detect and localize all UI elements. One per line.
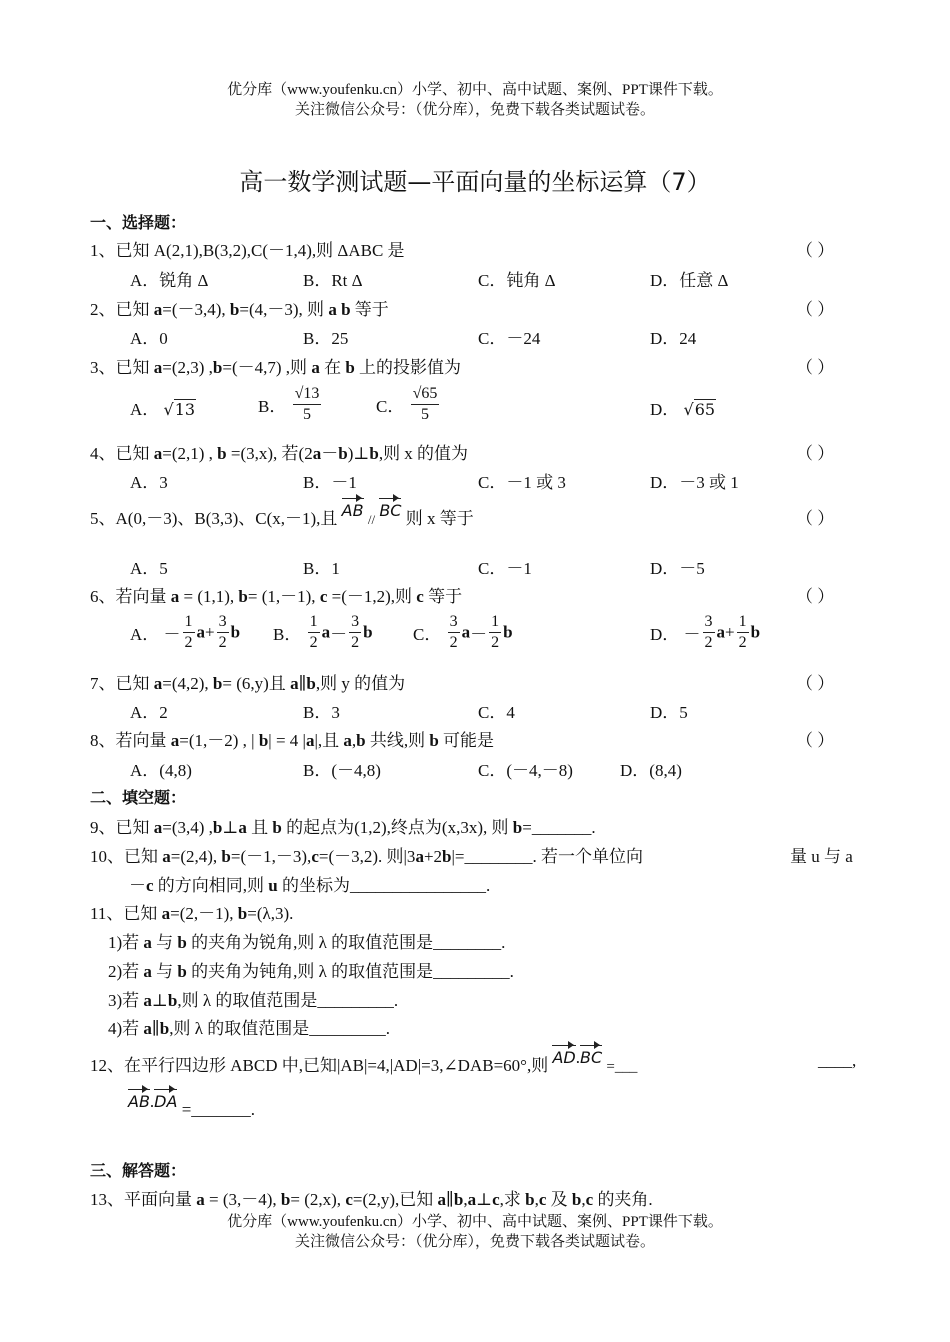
question-13: 13、平面向量 a = (3,－4), b= (2,x), c=(2,y),已知 a∥b,a⊥c,求 b,c 及 b,c 的夹角.	[90, 1190, 653, 1209]
question-10-line-1-tail: 量 u 与 a	[790, 847, 853, 866]
fraction-1-2: $\frac{1}{2}$	[491, 613, 500, 651]
q12-blank-1-tail: ____,	[818, 1051, 857, 1070]
answer-paren: （ ）	[796, 674, 835, 693]
q6-option-c: C． $\frac{3}{2}$ a－ $\frac{1}{2}$ b	[413, 613, 513, 651]
vector-bc: BC	[579, 1048, 603, 1067]
q5-option-c: C．－1	[478, 559, 532, 578]
q7-option-d: D．5	[650, 703, 688, 722]
q3-value-d: √65	[683, 400, 716, 419]
q1-option-c: C．钝角 Δ	[478, 271, 556, 290]
fraction-1-2: $\frac{1}{2}$	[738, 613, 747, 651]
q3-value-c: $\frac{√65}{5}$	[412, 385, 438, 423]
fraction-3-2: $\frac{3}{2}$	[449, 613, 458, 651]
fraction-1-2: $\frac{1}{2}$	[184, 613, 193, 651]
q12-blank-2: =_______.	[181, 1100, 256, 1119]
answer-paren: （ ）	[796, 509, 835, 528]
parallel-symbol: //	[367, 512, 376, 527]
section-solve-heading: 三、解答题：	[90, 1161, 187, 1180]
fraction-3-2: $\frac{3}{2}$	[704, 613, 713, 651]
q6-option-b: B． $\frac{1}{2}$ a－ $\frac{3}{2}$ b	[273, 613, 373, 651]
question-1-stem: 1、已知 A(2,1),B(3,2),C(－1,4),则 ΔABC 是	[90, 241, 405, 260]
q8-option-a: A．(4,8)	[130, 761, 192, 780]
q6-option-d: D． － $\frac{3}{2}$ a+ $\frac{1}{2}$ b	[650, 613, 761, 651]
q3-option-b	[258, 384, 323, 425]
question-3-stem: 3、已知 a=(2,3) ,b=(－4,7) ,则 a 在 b 上的投影值为	[90, 358, 462, 377]
q2-option-a: A．0	[130, 329, 168, 348]
q6-label-c: C．	[413, 625, 442, 644]
fraction-3-2: $\frac{3}{2}$	[218, 613, 227, 651]
fraction-3-2: $\frac{3}{2}$	[351, 613, 360, 651]
q2-option-b: B．25	[303, 329, 349, 348]
q4-option-a: A．3	[130, 473, 168, 492]
section-fill-heading: 二、填空题：	[90, 788, 187, 807]
q4-option-d: D．－3 或 1	[650, 473, 739, 492]
q3-option-d	[650, 395, 716, 420]
question-11-stem: 11、已知 a=(2,－1), b=(λ,3).	[90, 904, 294, 923]
q7-option-c: C．4	[478, 703, 515, 722]
q3-option-a	[130, 395, 196, 420]
q1-option-b: B．Rt Δ	[303, 271, 363, 290]
question-6-stem: 6、若向量 a = (1,1), b= (1,－1), c =(－1,2),则 c 等于	[90, 587, 463, 606]
vector-da: DA	[154, 1092, 178, 1111]
question-12-stem: 12、在平行四边形 ABCD 中,已知|AB|=4,|AD|=3,∠DAB=60°,则 AD.BC =___	[90, 1048, 638, 1075]
question-12-line-2: AB.DA =_______.	[128, 1092, 256, 1119]
page-title: 高一数学测试题—平面向量的坐标运算（7）	[239, 168, 711, 196]
q3-value-b: $\frac{√13}{5}$	[294, 385, 320, 423]
q1-option-a: A．锐角 Δ	[130, 271, 209, 290]
q7-option-b: B．3	[303, 703, 340, 722]
q3-option-c	[376, 384, 441, 425]
q7-option-a: A．2	[130, 703, 168, 722]
section-choice-heading: 一、选择题：	[90, 213, 187, 232]
footer-line-1: 优分库（www.youfenku.cn）小学、初中、高中试题、案例、PPT课件下载。	[227, 1214, 723, 1230]
header-line-1: 优分库（www.youfenku.cn）小学、初中、高中试题、案例、PPT课件下载。	[227, 82, 723, 98]
q6-label-b: B．	[273, 625, 302, 644]
answer-paren: （ ）	[796, 241, 835, 260]
q8-option-b: B．(－4,8)	[303, 761, 381, 780]
q12-stem-text: 12、在平行四边形 ABCD 中,已知|AB|=4,|AD|=3,∠DAB=60°,则	[90, 1056, 549, 1075]
question-5-stem	[90, 501, 474, 529]
question-11-part-1: 1)若 a 与 b 的夹角为锐角,则 λ 的取值范围是________.	[108, 933, 506, 952]
fraction-1-2: $\frac{1}{2}$	[309, 613, 318, 651]
question-4-stem: 4、已知 a=(2,1) , b =(3,x), 若(2a－b)⊥b,则 x 的值为	[90, 444, 469, 463]
footer-line-2: 关注微信公众号：（优分库），免费下载各类试题试卷。	[294, 1234, 655, 1250]
q8-option-d: D．(8,4)	[620, 761, 682, 780]
q1-option-d: D．任意 Δ	[650, 271, 729, 290]
question-2-stem: 2、已知 a=(－3,4), b=(4,－3), 则 a b 等于	[90, 300, 389, 319]
q2-option-c: C．－24	[478, 329, 541, 348]
q3-label-d: D．	[650, 400, 680, 419]
question-10-line-2: －c 的方向相同,则 u 的坐标为________________.	[129, 876, 491, 895]
answer-paren: （ ）	[796, 300, 835, 319]
question-8-stem: 8、若向量 a=(1,－2) , | b| = 4 |a|,且 a,b 共线,则 b 可能是	[90, 731, 495, 750]
vector-ab: AB	[341, 501, 364, 520]
question-11-part-3: 3)若 a⊥b,则 λ 的取值范围是_________.	[108, 991, 399, 1010]
vector-ab: AB	[128, 1092, 150, 1111]
q3-value-a: √13	[163, 400, 196, 419]
q12-blank-1: =___	[606, 1059, 638, 1075]
q6-label-a: A．	[130, 625, 160, 644]
q6-label-d: D．	[650, 625, 680, 644]
answer-paren: （ ）	[796, 587, 835, 606]
q3-label-c: C．	[376, 397, 405, 416]
question-11-part-2: 2)若 a 与 b 的夹角为钝角,则 λ 的取值范围是_________.	[108, 962, 514, 981]
q5-option-d: D．－5	[650, 559, 705, 578]
q4-option-c: C．－1 或 3	[478, 473, 566, 492]
q4-option-b: B．－1	[303, 473, 357, 492]
question-10-line-1: 10、已知 a=(2,4), b=(－1,－3),c=(－3,2). 则|3a+2b|=________. 若一个单位向	[90, 847, 643, 866]
q5-stem-part-a: 5、A(0,－3)、B(3,3)、C(x,－1),且	[90, 509, 338, 528]
answer-paren: （ ）	[796, 731, 835, 750]
q3-label-b: B．	[258, 397, 287, 416]
q6-option-a: A． － $\frac{1}{2}$ a+ $\frac{3}{2}$ b	[130, 613, 241, 651]
vector-ad: AD	[552, 1048, 576, 1067]
answer-paren: （ ）	[796, 358, 835, 377]
answer-paren: （ ）	[796, 444, 835, 463]
q5-option-a: A．5	[130, 559, 168, 578]
q8-option-c: C．(－4,－8)	[478, 761, 573, 780]
question-7-stem: 7、已知 a=(4,2), b= (6,y)且 a∥b,则 y 的值为	[90, 674, 406, 693]
q3-label-a: A．	[130, 400, 160, 419]
q5-option-b: B．1	[303, 559, 340, 578]
q2-option-d: D．24	[650, 329, 697, 348]
vector-bc: BC	[379, 501, 402, 520]
q5-stem-part-b: 则 x 等于	[405, 509, 474, 528]
question-11-part-4: 4)若 a∥b,则 λ 的取值范围是_________.	[108, 1019, 390, 1038]
question-9: 9、已知 a=(3,4) ,b⊥a 且 b 的起点为(1,2),终点为(x,3x), 则 b=_______.	[90, 818, 596, 837]
header-line-2: 关注微信公众号：（优分库），免费下载各类试题试卷。	[294, 102, 655, 118]
